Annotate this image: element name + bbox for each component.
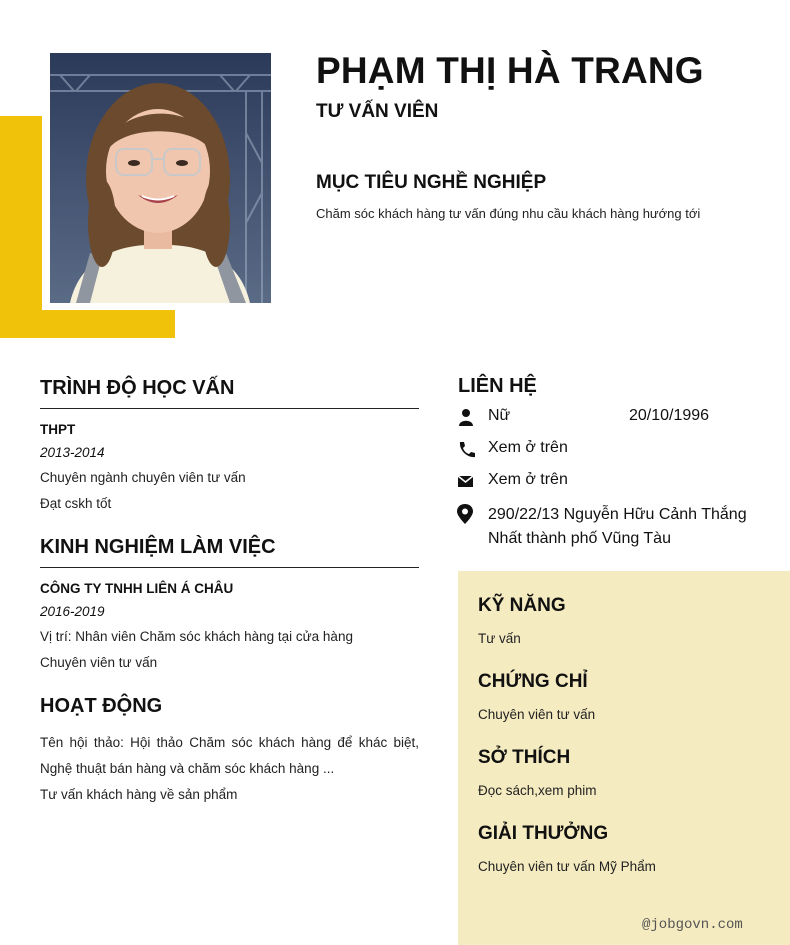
- contact-gender: Nữ: [488, 407, 511, 424]
- objective-text: Chăm sóc khách hàng tư vấn đúng nhu cầu khách hàng hướng tới: [316, 206, 701, 221]
- hobbies-heading: SỞ THÍCH: [478, 747, 571, 768]
- experience-detail: Vị trí: Nhân viên Chăm sóc khách hàng tại cửa hàng: [40, 629, 353, 644]
- location-pin-icon: [456, 504, 474, 524]
- education-period: 2013-2014: [40, 445, 105, 460]
- profile-photo: [50, 53, 271, 303]
- experience-heading: KINH NGHIỆM LÀM VIỆC: [40, 536, 276, 558]
- education-school: THPT: [40, 422, 76, 437]
- mail-icon: [457, 472, 475, 490]
- contact-birthdate: 20/10/1996: [629, 407, 710, 424]
- awards-heading: GIẢI THƯỞNG: [478, 823, 609, 844]
- experience-company: CÔNG TY TNHH LIÊN Á CHÂU: [40, 581, 234, 596]
- education-divider: [40, 408, 419, 409]
- candidate-name: PHẠM THỊ HÀ TRANG: [316, 50, 704, 91]
- skills-heading: KỸ NĂNG: [478, 595, 566, 616]
- person-icon: [457, 408, 475, 426]
- experience-detail: Chuyên viên tư vấn: [40, 655, 158, 670]
- activities-detail: Tư vấn khách hàng về sản phẩm: [40, 787, 238, 802]
- activities-paragraph: Tên hội thảo: Hội thảo Chăm sóc khách hàng để khác biệt, Nghệ thuật bán hàng và chăm sóc khách hàng ...: [40, 735, 419, 776]
- activities-heading: HOẠT ĐỘNG: [40, 695, 163, 717]
- contact-phone: Xem ở trên: [488, 439, 568, 456]
- phone-icon: [457, 440, 475, 458]
- contact-heading: LIÊN HỆ: [458, 375, 537, 397]
- site-watermark: @jobgovn.com: [642, 917, 743, 933]
- certificates-heading: CHỨNG CHỈ: [478, 671, 588, 692]
- job-title: TƯ VẤN VIÊN: [316, 101, 439, 122]
- education-heading: TRÌNH ĐỘ HỌC VẤN: [40, 377, 235, 399]
- objective-heading: MỤC TIÊU NGHỀ NGHIỆP: [316, 172, 547, 193]
- contact-address: 290/22/13 Nguyễn Hữu Cảnh Thắng Nhất thành phố Vũng Tàu: [488, 506, 747, 547]
- experience-divider: [40, 567, 419, 568]
- education-detail: Đạt cskh tốt: [40, 496, 112, 511]
- accent-bar: [0, 310, 175, 338]
- contact-email: Xem ở trên: [488, 471, 568, 488]
- experience-period: 2016-2019: [40, 604, 105, 619]
- hobbies-text: Đọc sách,xem phim: [478, 783, 597, 798]
- skills-text: Tư vấn: [478, 631, 521, 646]
- accent-block: [0, 116, 42, 338]
- certificates-text: Chuyên viên tư vấn: [478, 707, 596, 722]
- awards-text: Chuyên viên tư vấn Mỹ Phẩm: [478, 859, 656, 874]
- education-detail: Chuyên ngành chuyên viên tư vấn: [40, 470, 246, 485]
